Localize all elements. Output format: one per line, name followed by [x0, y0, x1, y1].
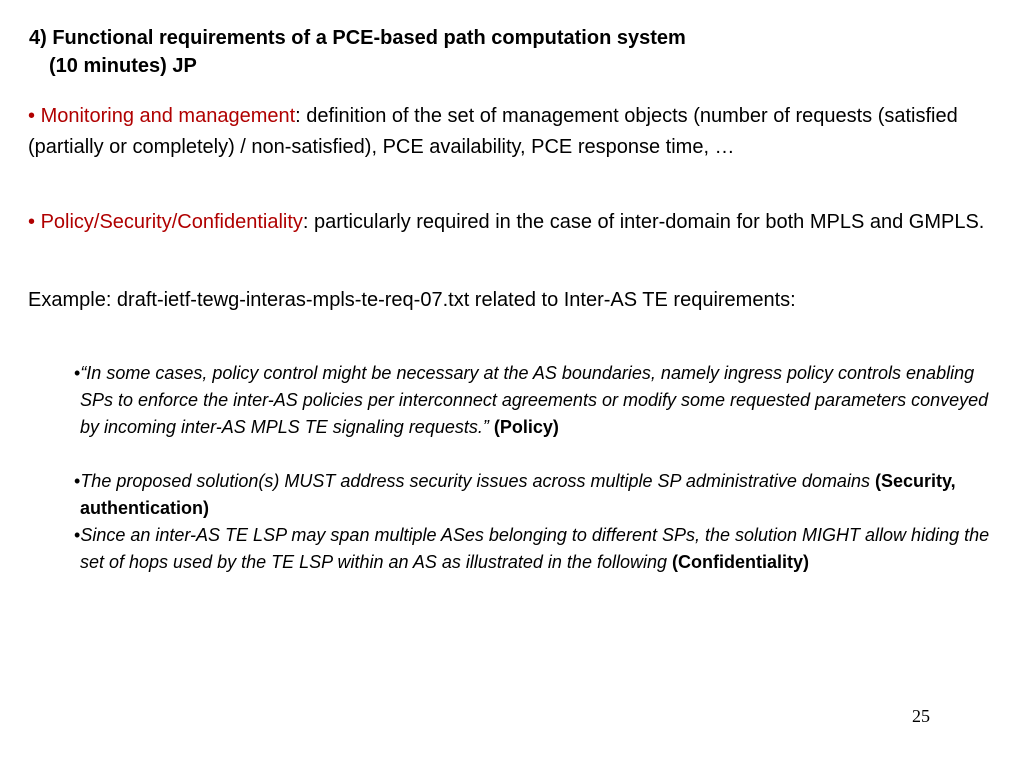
- bullet-lead: Monitoring and management: [40, 105, 296, 127]
- sub-bullet-confidentiality: [74, 522, 1000, 576]
- bullet-policy: [28, 207, 988, 238]
- bullet-dot-icon: •: [28, 211, 41, 233]
- slide-title: [29, 24, 989, 80]
- sub-bullet-text: The proposed solution(s) MUST address security issues across multiple SP administrative domains: [80, 471, 870, 491]
- sub-bullet-text: “In some cases, policy control might be necessary at the AS boundaries, namely ingress policy controls enabling SPs to enforce the inter-AS policies per interconnect agreements or modify some requested parameters conveyed by incoming inter-AS MPLS TE signaling requests.”: [80, 363, 989, 437]
- sub-bullet-dot-icon: •: [74, 471, 81, 491]
- bullet-dot-icon: •: [28, 105, 41, 127]
- title-line-2: (10 minutes) JP: [49, 55, 197, 77]
- sub-bullet-security: [74, 468, 1000, 522]
- sub-bullet-dot-icon: •: [74, 525, 81, 545]
- bullet-text: : definition of the set of management objects (number of requests (satisfied (partially or completely) / non-satisfied), PCE availability, PCE response time, …: [28, 105, 958, 158]
- sub-bullet-tag: (Confidentiality): [672, 552, 810, 572]
- title-line-1: 4) Functional requirements of a PCE-based path computation system: [29, 27, 686, 49]
- sub-bullet-tag: (Policy): [493, 417, 559, 437]
- bullet-lead: Policy/Security/Confidentiality: [40, 211, 303, 233]
- sub-bullet-dot-icon: •: [74, 363, 81, 383]
- example-paragraph: Example: draft-ietf-tewg-interas-mpls-te-req-07.txt related to Inter-AS TE requirements:: [28, 289, 796, 311]
- sub-bullet-text: Since an inter-AS TE LSP may span multiple ASes belonging to different SPs, the solution MIGHT allow hiding the set of hops used by the TE LSP within an AS as illustrated in the following: [80, 525, 990, 572]
- page-number: 25: [912, 706, 930, 726]
- bullet-monitoring: [28, 101, 988, 163]
- sub-bullet-tag: (Security, authentication): [80, 471, 956, 518]
- bullet-text: : particularly required in the case of inter-domain for both MPLS and GMPLS.: [302, 211, 985, 233]
- sub-bullet-policy: [74, 360, 1000, 441]
